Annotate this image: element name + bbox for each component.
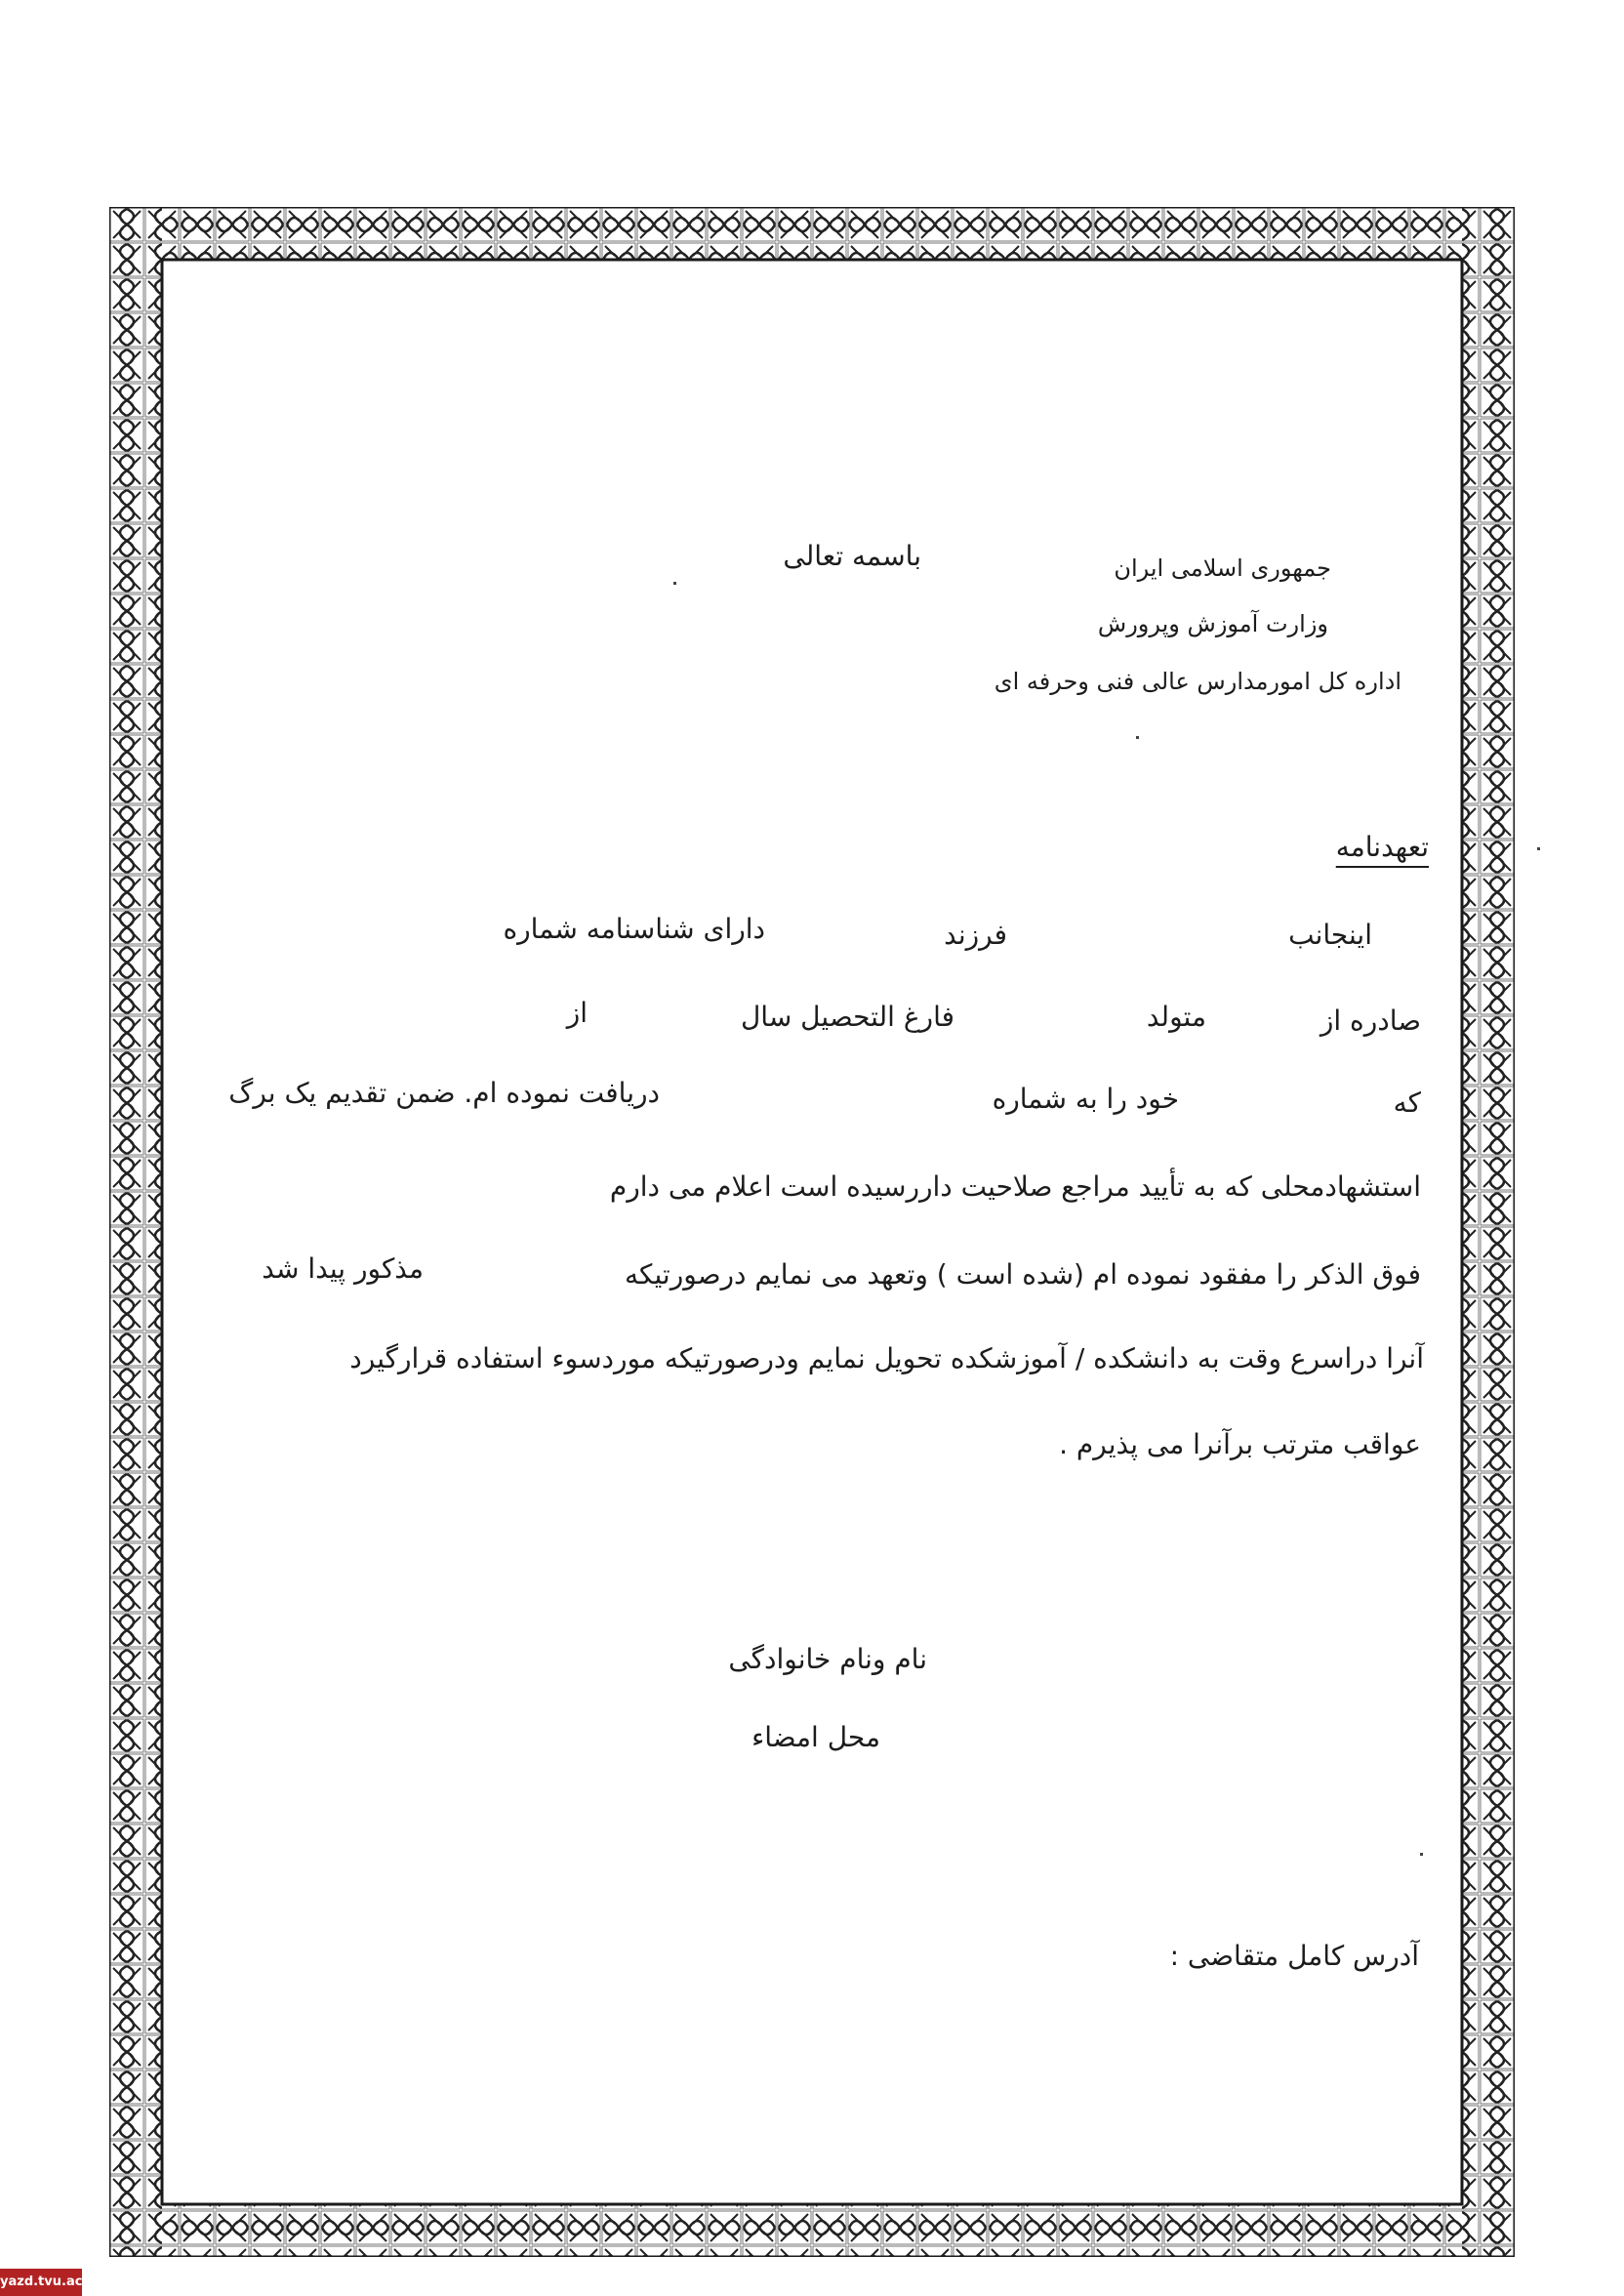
document-title: تعهدنامه xyxy=(1335,831,1429,863)
form-label-that: که xyxy=(1393,1086,1421,1119)
signature-place-label: محل امضاء xyxy=(751,1721,880,1753)
form-label-name: اینجانب xyxy=(1288,919,1372,951)
form-label-own-number: خود را به شماره xyxy=(992,1083,1179,1115)
form-line-return: آنرا دراسرع وقت به دانشکده / آموزشکده تحویل نمایم ودرصورتیکه موردسوء استفاده قرارگیرد xyxy=(349,1342,1424,1374)
scan-speck xyxy=(1537,847,1540,850)
applicant-address-label: آدرس کامل متقاضی : xyxy=(1169,1940,1419,1972)
bismillah: باسمه تعالی xyxy=(783,540,921,572)
form-label-received: دریافت نموده ام. ضمن تقدیم یک برگ xyxy=(228,1077,660,1109)
scan-speck xyxy=(1420,1853,1423,1856)
scan-speck xyxy=(1136,736,1139,739)
form-label-born: متولد xyxy=(1146,1001,1206,1033)
form-line-affidavit: استشهادمحلی که به تأیید مراجع صلاحیت داررسیده است اعلام می دارم xyxy=(609,1170,1421,1203)
ministry-line: وزارت آموزش وپرورش xyxy=(1097,610,1328,637)
department-line: اداره کل امورمدارس عالی فنی وحرفه ای xyxy=(994,668,1401,695)
form-line-consequences: عواقب مترتب برآنرا می پذیرم . xyxy=(1059,1428,1421,1460)
form-line-lost: فوق الذکر را مفقود نموده ام (شده است ) وتعهد می نمایم درصورتیکه xyxy=(624,1258,1421,1291)
scan-speck xyxy=(673,582,676,585)
form-label-child-of: فرزند xyxy=(944,919,1007,951)
republic-line: جمهوری اسلامی ایران xyxy=(1114,554,1331,582)
form-label-if-found: مذکور پیدا شد xyxy=(262,1252,424,1285)
form-label-issued-from: صادره از xyxy=(1320,1004,1421,1037)
form-label-from: از xyxy=(566,997,588,1029)
form-label-graduate-year: فارغ التحصیل سال xyxy=(740,1001,954,1033)
form-label-id-number: دارای شناسنامه شماره xyxy=(503,913,765,945)
signature-name-label: نام ونام خانوادگی xyxy=(728,1643,927,1675)
footer-website-badge: yazd.tvu.ac.ir xyxy=(0,2269,82,2296)
